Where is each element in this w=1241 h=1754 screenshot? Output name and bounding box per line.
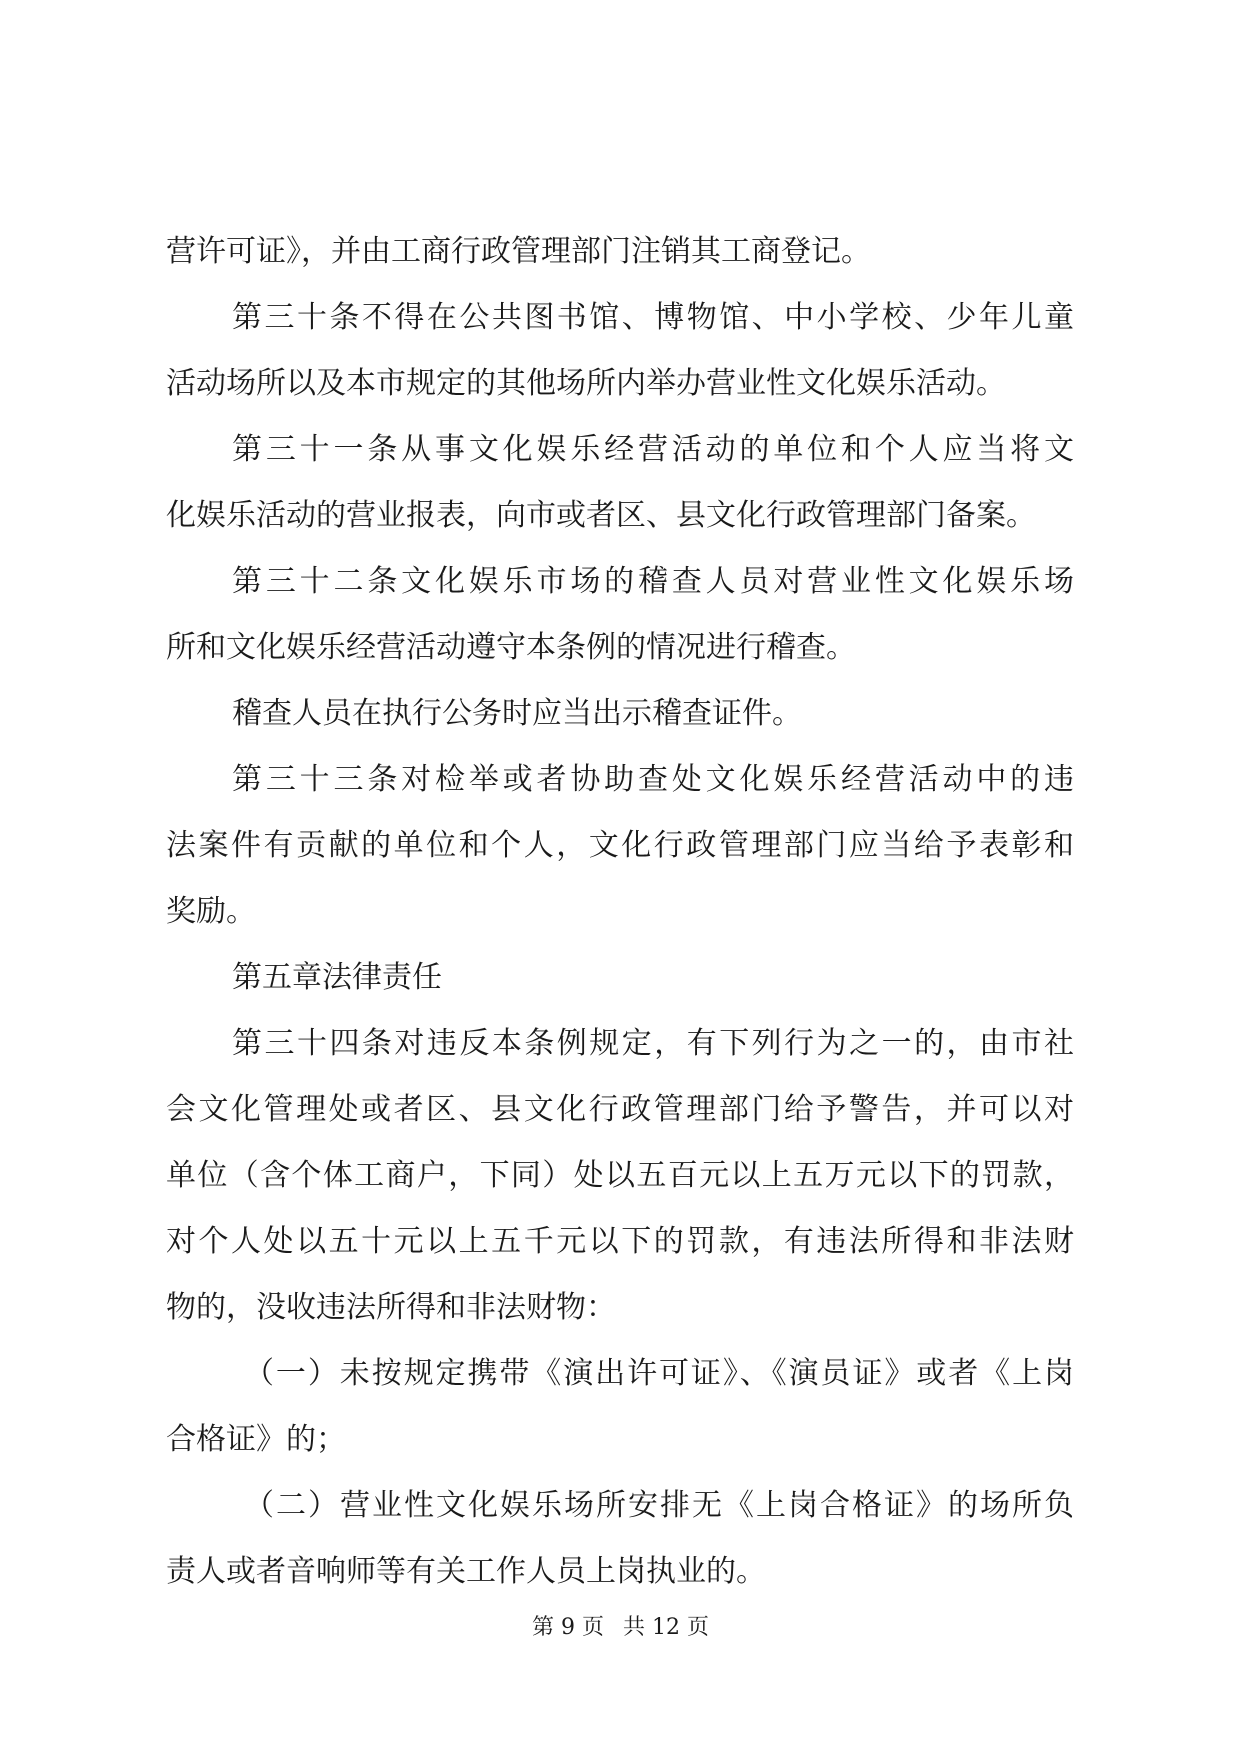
list-item-line: （二）营业性文化娱乐场所安排无《上岗合格证》的场所负 bbox=[244, 1488, 1074, 1523]
text-line: 合格证》的； bbox=[166, 1422, 346, 1457]
text-line: 第三十二条文化娱乐市场的稽查人员对营业性文化娱乐场 bbox=[232, 564, 1074, 599]
document-body bbox=[166, 232, 1074, 1618]
chapter-heading: 第五章法律责任 bbox=[232, 960, 442, 995]
page-total: 共 12 页 bbox=[623, 1615, 709, 1640]
page-footer bbox=[0, 1610, 1241, 1641]
text-line: 法案件有贡献的单位和个人，文化行政管理部门应当给予表彰和 bbox=[166, 828, 1074, 863]
text-line: 营许可证》，并由工商行政管理部门注销其工商登记。 bbox=[166, 234, 871, 269]
text-line: 责人或者音响师等有关工作人员上岗执业的。 bbox=[166, 1554, 766, 1589]
text-line: 会文化管理处或者区、县文化行政管理部门给予警告，并可以对 bbox=[166, 1092, 1074, 1127]
text-line: 单位（含个体工商户，下同）处以五百元以上五万元以下的罚款， bbox=[166, 1158, 1074, 1193]
text-line: 化娱乐活动的营业报表，向市或者区、县文化行政管理部门备案。 bbox=[166, 498, 1036, 533]
text-line: 活动场所以及本市规定的其他场所内举办营业性文化娱乐活动。 bbox=[166, 366, 1006, 401]
text-line: 第三十条不得在公共图书馆、博物馆、中小学校、少年儿童 bbox=[232, 300, 1074, 335]
text-line: 第三十一条从事文化娱乐经营活动的单位和个人应当将文 bbox=[232, 432, 1074, 467]
text-line: 对个人处以五十元以上五千元以下的罚款，有违法所得和非法财 bbox=[166, 1224, 1074, 1259]
text-line: 奖励。 bbox=[166, 894, 256, 929]
text-line: 第三十三条对检举或者协助查处文化娱乐经营活动中的违 bbox=[232, 762, 1074, 797]
text-line: 物的，没收违法所得和非法财物： bbox=[166, 1290, 616, 1325]
text-line: 第三十四条对违反本条例规定，有下列行为之一的，由市社 bbox=[232, 1026, 1074, 1061]
text-line: 所和文化娱乐经营活动遵守本条例的情况进行稽查。 bbox=[166, 630, 856, 665]
text-line: 稽查人员在执行公务时应当出示稽查证件。 bbox=[232, 696, 802, 731]
page-number: 第 9 页 bbox=[532, 1615, 604, 1640]
list-item-line: （一）未按规定携带《演出许可证》、《演员证》或者《上岗 bbox=[244, 1356, 1074, 1391]
